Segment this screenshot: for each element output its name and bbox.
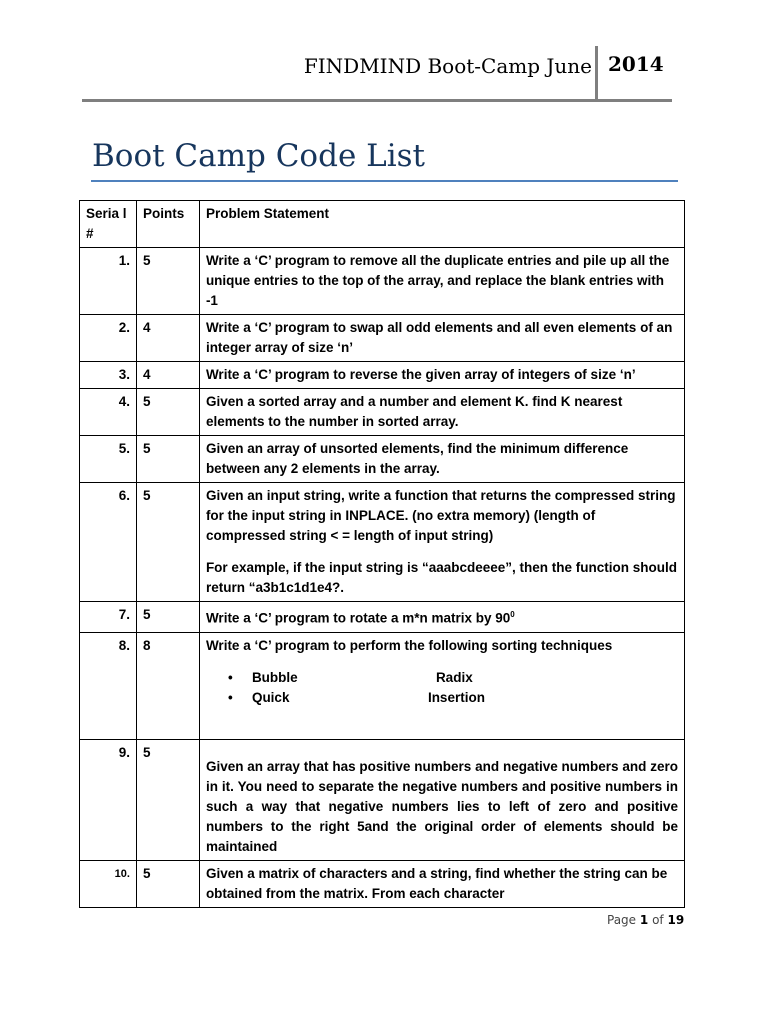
row-points: 5 xyxy=(136,860,199,907)
table-row xyxy=(80,860,685,907)
table-row xyxy=(80,389,685,436)
table-row xyxy=(80,483,685,602)
table-row xyxy=(80,315,685,362)
table-row xyxy=(80,632,685,739)
header-year: 2014 xyxy=(608,52,664,76)
page-number: 1 xyxy=(639,913,649,927)
row-serial: 1. xyxy=(80,248,137,315)
row-serial: 7. xyxy=(80,602,137,633)
column-header-serial: Seria l # xyxy=(80,201,137,248)
technique-right: Radix xyxy=(435,669,473,685)
table-row xyxy=(80,362,685,389)
row-statement: Write a ‘C’ program to remove all the duplicate entries and pile up all the unique entries to the top of the array, and replace the blank entries with -1 xyxy=(199,248,684,315)
of-label: of xyxy=(652,913,664,927)
row-statement: Given an array of unsorted elements, find the minimum difference between any 2 elements in the array. xyxy=(199,436,684,483)
row-statement: Write a ‘C’ program to swap all odd elements and all even elements of an integer array of size ‘n’ xyxy=(199,315,684,362)
column-header-statement: Problem Statement xyxy=(199,201,684,248)
page-header xyxy=(82,44,672,102)
table-header-row xyxy=(80,201,685,248)
list-item xyxy=(206,668,678,688)
table-row xyxy=(80,436,685,483)
technique-right: Insertion xyxy=(427,689,485,705)
row-serial: 2. xyxy=(80,315,137,362)
row-statement-cell xyxy=(199,739,684,860)
row-points: 8 xyxy=(136,632,199,739)
page-total: 19 xyxy=(667,913,685,927)
document-title: Boot Camp Code List xyxy=(92,138,426,174)
row-statement: Given an input string, write a function that returns the compressed string for the input string in INPLACE. (no extra memory) (length of compressed string < = length of input string) xyxy=(205,488,676,543)
row-statement: Given a sorted array and a number and element K. find K nearest elements to the number in sorted array. xyxy=(199,389,684,436)
row-points: 5 xyxy=(136,389,199,436)
row-statement: Given a matrix of characters and a string, find whether the string can be obtained from the matrix. From each character xyxy=(199,860,684,907)
row-serial: 3. xyxy=(80,362,137,389)
row-points: 5 xyxy=(136,436,199,483)
row-points: 5 xyxy=(136,248,199,315)
technique-left: Bubble xyxy=(251,669,298,685)
row-statement-cell xyxy=(199,632,684,739)
row-serial: 9. xyxy=(80,739,137,860)
header-rule xyxy=(82,99,672,102)
title-underline xyxy=(91,180,678,182)
table-row xyxy=(80,602,685,633)
row-serial: 5. xyxy=(80,436,137,483)
technique-left: Quick xyxy=(251,689,290,705)
row-statement: Given an array that has positive numbers and negative numbers and zero in it. You need to separate the negative numbers and positive numbers in such a way that negative numbers lies to left of zero and positive numbers to the right 5and the original order of elements should be maintained xyxy=(205,758,678,854)
row-statement-cell xyxy=(199,602,684,633)
row-points: 5 xyxy=(136,739,199,860)
page-label: Page xyxy=(607,913,637,927)
row-statement: Write a ‘C’ program to perform the following sorting techniques xyxy=(205,637,613,653)
row-serial: 10. xyxy=(80,860,137,907)
page-footer xyxy=(607,913,684,927)
row-points: 5 xyxy=(136,483,199,602)
code-list-table xyxy=(79,200,685,908)
list-item xyxy=(206,688,678,708)
row-serial: 6. xyxy=(80,483,137,602)
row-example: For example, if the input string is “aaabcdeeee”, then the function should return “a3b1c1d1e4?. xyxy=(205,560,678,595)
sorting-techniques-list xyxy=(206,668,678,736)
row-statement: Write a ‘C’ program to rotate a m*n matrix by 90 xyxy=(205,610,511,626)
degree-superscript: 0 xyxy=(510,610,515,619)
row-serial: 4. xyxy=(80,389,137,436)
row-statement-cell xyxy=(199,483,684,602)
header-divider xyxy=(595,46,598,100)
row-serial: 8. xyxy=(80,632,137,739)
row-statement: Write a ‘C’ program to reverse the given array of integers of size ‘n’ xyxy=(199,362,684,389)
table-row xyxy=(80,739,685,860)
table-row xyxy=(80,248,685,315)
row-points: 4 xyxy=(136,362,199,389)
row-points: 4 xyxy=(136,315,199,362)
header-title: FINDMIND Boot-Camp June xyxy=(303,54,592,78)
column-header-points: Points xyxy=(136,201,199,248)
row-points: 5 xyxy=(136,602,199,633)
